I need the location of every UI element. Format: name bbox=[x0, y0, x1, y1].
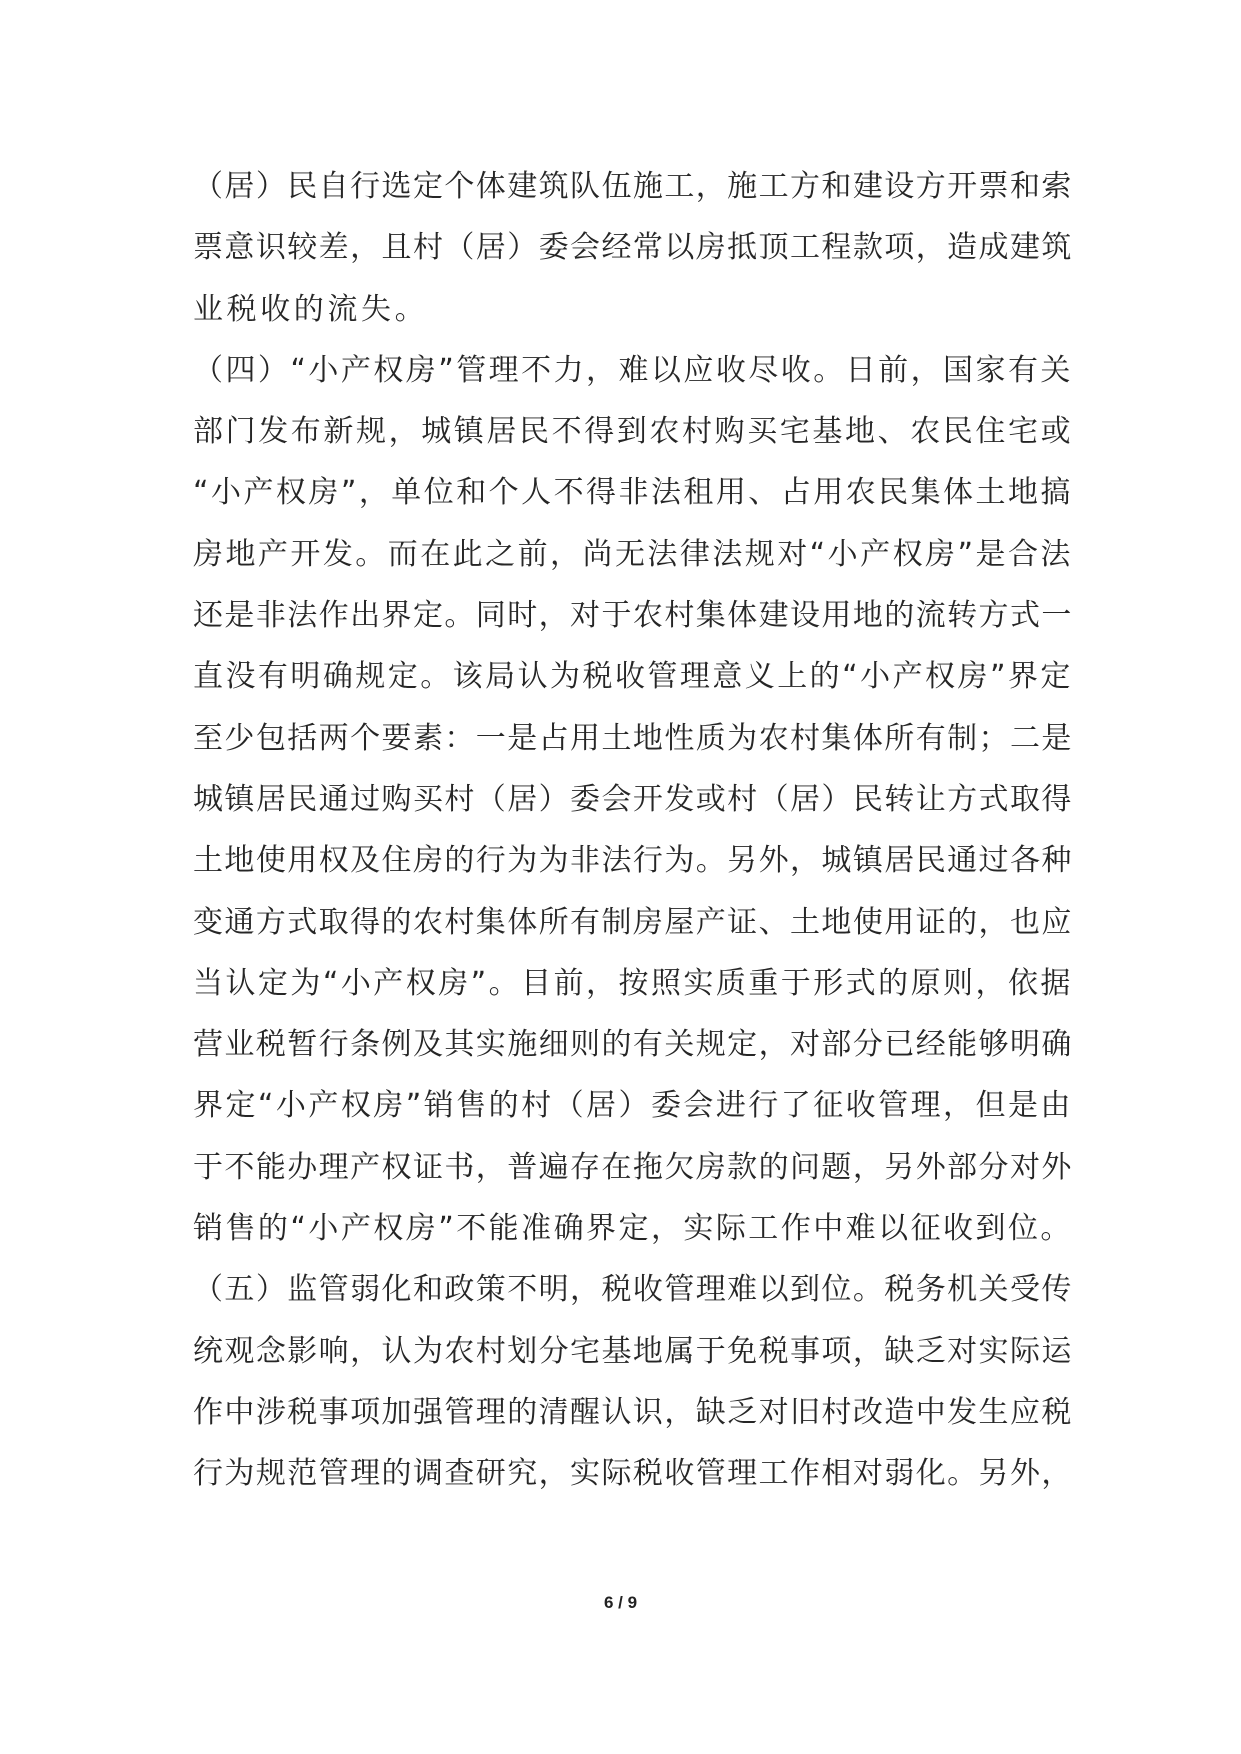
text-line: 界定“小产权房”销售的村（居）委会进行了征收管理，但是由 bbox=[193, 1088, 1073, 1124]
page-number: 6 / 9 bbox=[603, 1593, 638, 1612]
text-line: 还是非法作出界定。同时，对于农村集体建设用地的流转方式一 bbox=[193, 598, 1073, 634]
text-line: 变通方式取得的农村集体所有制房屋产证、土地使用证的，也应 bbox=[193, 904, 1073, 940]
text-line: （居）民自行选定个体建筑队伍施工，施工方和建设方开票和索 bbox=[193, 169, 1073, 204]
text-line: 票意识较差，且村（居）委会经常以房抵顶工程款项，造成建筑 bbox=[193, 230, 1073, 266]
text-line: 当认定为“小产权房”。目前，按照实质重于形式的原则，依据 bbox=[193, 965, 1073, 1001]
text-line: （五）监管弱化和政策不明，税收管理难以到位。税务机关受传 bbox=[193, 1272, 1073, 1308]
text-line: 城镇居民通过购买村（居）委会开发或村（居）民转让方式取得 bbox=[193, 781, 1073, 817]
text-line: 业税收的流失。 bbox=[193, 291, 429, 327]
text-line: 部门发布新规，城镇居民不得到农村购买宅基地、农民住宅或 bbox=[193, 414, 1074, 450]
text-line: （四）“小产权房”管理不力，难以应收尽收。日前，国家有关 bbox=[193, 352, 1073, 388]
text-line: 土地使用权及住房的行为为非法行为。另外，城镇居民通过各种 bbox=[193, 843, 1073, 879]
body-text bbox=[193, 156, 1073, 1505]
text-line: “小产权房”，单位和个人不得非法租用、占用农民集体土地搞 bbox=[193, 475, 1073, 511]
text-line: 房地产开发。而在此之前，尚无法律法规对“小产权房”是合法 bbox=[193, 536, 1073, 572]
text-line: 至少包括两个要素：一是占用土地性质为农村集体所有制；二是 bbox=[193, 720, 1073, 756]
text-line: 营业税暂行条例及其实施细则的有关规定，对部分已经能够明确 bbox=[193, 1027, 1073, 1063]
text-line: 统观念影响，认为农村划分宅基地属于免税事项，缺乏对实际运 bbox=[193, 1333, 1073, 1369]
text-line: 于不能办理产权证书，普遍存在拖欠房款的问题，另外部分对外 bbox=[193, 1149, 1073, 1185]
text-line: 销售的“小产权房”不能准确界定，实际工作中难以征收到位。 bbox=[193, 1211, 1073, 1247]
text-line: 直没有明确规定。该局认为税收管理意义上的“小产权房”界定 bbox=[193, 659, 1073, 695]
text-line: 行为规范管理的调查研究，实际税收管理工作相对弱化。另外， bbox=[193, 1456, 1073, 1492]
text-line: 作中涉税事项加强管理的清醒认识，缺乏对旧村改造中发生应税 bbox=[193, 1394, 1073, 1430]
